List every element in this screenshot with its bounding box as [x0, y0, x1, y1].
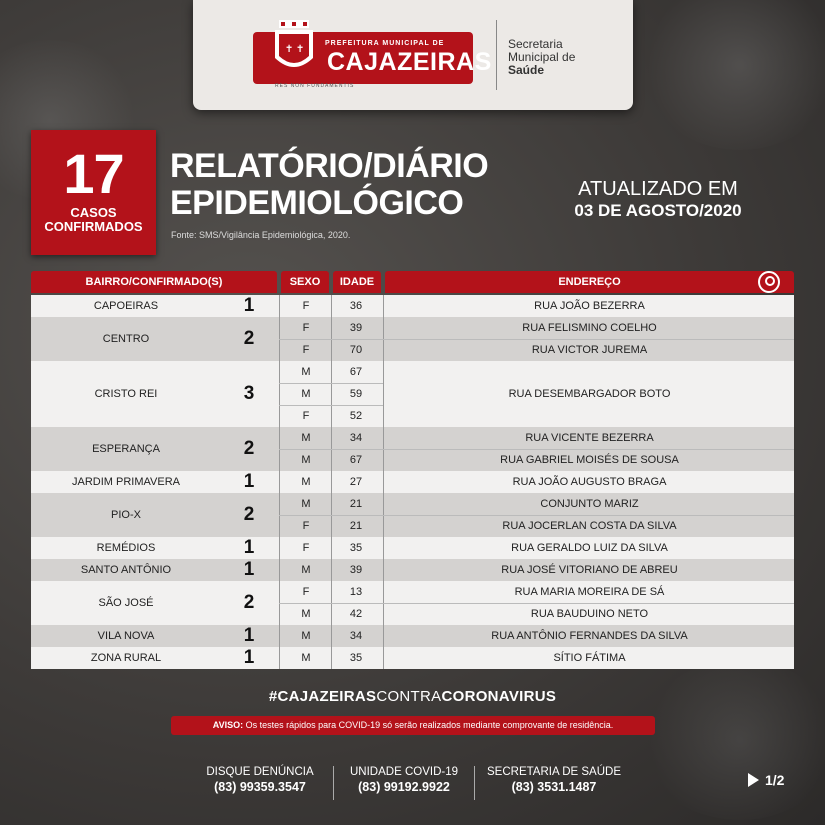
endereco-cell: RUA VICTOR JUREMA — [531, 344, 648, 356]
contact-label: SECRETARIA DE SAÚDE — [487, 766, 621, 778]
count-cell: 1 — [243, 295, 255, 316]
case-entry — [31, 647, 794, 669]
sexo-cell: F — [302, 322, 310, 334]
sexo-cell: F — [302, 300, 310, 312]
page-indicator[interactable] — [748, 772, 784, 788]
hashtag-part-2: CONTRA — [376, 688, 442, 705]
title-line-1: RELATÓRIO/DIÁRIO — [170, 147, 489, 185]
notice-label: AVISO: — [212, 720, 244, 730]
header-endereco — [385, 271, 794, 293]
svg-text:✝: ✝ — [296, 44, 305, 55]
update-date — [548, 178, 768, 222]
count-cell: 2 — [243, 328, 255, 349]
contact-phone: (83) 99359.3547 — [214, 780, 306, 794]
case-entry — [31, 471, 794, 493]
endereco-cell: RUA JOÃO BEZERRA — [534, 300, 645, 312]
sec-line-2: Municipal de — [508, 50, 576, 64]
sexo-cell: M — [301, 498, 311, 510]
location-pin-icon — [758, 271, 780, 293]
notice-text: Os testes rápidos para COVID-19 só serão realizados mediante comprovante de residência. — [243, 720, 614, 730]
endereco-cell: RUA VICENTE BEZERRA — [525, 432, 654, 444]
sexo-cell: F — [302, 586, 310, 598]
count-cell: 2 — [243, 592, 255, 613]
bairro-cell: VILA NOVA — [97, 630, 155, 642]
idade-cell: 67 — [349, 366, 363, 378]
header-divider — [496, 20, 497, 90]
title-line-2: EPIDEMIOLÓGICO — [170, 184, 464, 222]
endereco-cell: RUA GABRIEL MOISÉS DE SOUSA — [500, 454, 679, 466]
header-card — [193, 0, 633, 110]
case-entry — [31, 493, 794, 515]
case-count: 17 — [63, 142, 124, 205]
sexo-cell: M — [301, 564, 311, 576]
table-row — [31, 295, 794, 317]
case-count-box — [31, 130, 156, 255]
idade-cell: 13 — [349, 586, 363, 598]
secretaria-label — [508, 38, 575, 77]
idade-cell: 39 — [349, 322, 363, 334]
page-number: 1/2 — [765, 772, 785, 788]
sexo-cell: M — [301, 454, 311, 466]
case-count-label-2: CONFIRMADOS — [44, 219, 143, 234]
logo-motto: RES NON FUNDAMENTIS — [275, 83, 355, 89]
sexo-cell: F — [302, 520, 310, 532]
idade-cell: 27 — [349, 476, 363, 488]
case-entry — [31, 559, 794, 581]
footer-divider — [474, 766, 475, 800]
case-entry — [31, 625, 794, 647]
endereco-cell: RUA GERALDO LUIZ DA SILVA — [511, 542, 668, 554]
endereco-cell: RUA FELISMINO COELHO — [522, 322, 657, 334]
table-row — [31, 317, 794, 361]
bairro-cell: SÃO JOSÉ — [98, 597, 154, 609]
case-entry — [31, 515, 794, 537]
update-value: 03 DE AGOSTO/2020 — [574, 201, 742, 220]
cases-table — [31, 271, 794, 669]
hashtag-part-3: CORONAVIRUS — [441, 688, 557, 705]
row-divider — [279, 515, 794, 516]
bairro-cell: CAPOEIRAS — [93, 300, 159, 312]
bairro-cell: CRISTO REI — [94, 388, 158, 400]
bairro-cell: ESPERANÇA — [92, 443, 160, 455]
row-divider — [279, 405, 383, 406]
sec-line-1: Secretaria — [508, 37, 563, 51]
idade-cell: 34 — [349, 432, 363, 444]
row-divider — [279, 339, 794, 340]
idade-cell: 39 — [349, 564, 363, 576]
sexo-cell: M — [301, 608, 311, 620]
table-row — [31, 427, 794, 471]
header-endereco-label: ENDEREÇO — [558, 276, 621, 288]
report-title — [170, 148, 488, 222]
case-entry — [31, 295, 794, 317]
sexo-cell: F — [302, 542, 310, 554]
table-row — [31, 471, 794, 493]
count-cell: 2 — [243, 504, 255, 525]
idade-cell: 52 — [349, 410, 363, 422]
count-cell: 1 — [243, 471, 255, 492]
city-logo — [253, 32, 492, 84]
bairro-cell: REMÉDIOS — [96, 542, 156, 554]
sexo-cell: M — [301, 652, 311, 664]
sexo-cell: M — [301, 366, 311, 378]
count-cell: 2 — [243, 438, 255, 459]
table-row — [31, 559, 794, 581]
source-note: Fonte: SMS/Vigilância Epidemiológica, 2020. — [171, 230, 351, 240]
idade-cell: 36 — [349, 300, 363, 312]
endereco-cell: RUA MARIA MOREIRA DE SÁ — [514, 586, 665, 598]
case-entry — [31, 339, 794, 361]
bairro-cell: CENTRO — [102, 333, 150, 345]
virus-decoration — [640, 660, 825, 820]
update-label: ATUALIZADO EM — [578, 178, 738, 200]
contact-label: DISQUE DENÚNCIA — [206, 766, 314, 778]
virus-decoration — [640, 0, 825, 150]
idade-cell: 21 — [349, 520, 363, 532]
idade-cell: 34 — [349, 630, 363, 642]
table-row — [31, 647, 794, 669]
row-divider — [279, 603, 794, 604]
endereco-cell: CONJUNTO MARIZ — [540, 498, 639, 510]
idade-cell: 70 — [349, 344, 363, 356]
notice-banner — [171, 716, 655, 735]
sexo-cell: M — [301, 388, 311, 400]
case-entry — [31, 581, 794, 603]
endereco-cell: RUA JOCERLAN COSTA DA SILVA — [502, 520, 677, 532]
svg-text:✝: ✝ — [285, 44, 294, 55]
endereco-cell: SÍTIO FÁTIMA — [553, 652, 626, 664]
table-row — [31, 361, 794, 427]
case-count-label-1: CASOS — [70, 205, 117, 220]
idade-cell: 35 — [349, 542, 363, 554]
case-entry — [31, 537, 794, 559]
table-row — [31, 625, 794, 647]
case-entry — [31, 317, 794, 339]
row-divider — [279, 449, 794, 450]
count-cell: 1 — [243, 647, 255, 668]
table-header — [31, 271, 794, 295]
sexo-cell: M — [301, 432, 311, 444]
logo-title: CAJAZEIRAS — [327, 48, 492, 76]
header-idade: IDADE — [333, 271, 381, 293]
count-cell: 1 — [243, 625, 255, 646]
sexo-cell: F — [302, 344, 310, 356]
endereco-cell: RUA JOÃO AUGUSTO BRAGA — [512, 476, 667, 488]
case-entry — [31, 427, 794, 449]
row-divider — [279, 383, 383, 384]
table-row — [31, 537, 794, 559]
idade-cell: 67 — [349, 454, 363, 466]
contact-phone: (83) 99192.9922 — [358, 780, 450, 794]
endereco-cell: RUA BAUDUINO NETO — [530, 608, 649, 620]
header-bairro: BAIRRO/CONFIRMADO(S) — [31, 271, 277, 293]
crest-icon — [271, 18, 317, 78]
table-row — [31, 581, 794, 625]
footer-contact-2 — [336, 765, 472, 795]
sexo-cell: F — [302, 410, 310, 422]
table-body — [31, 295, 794, 669]
footer-contact-3 — [478, 765, 630, 795]
hashtag — [0, 688, 825, 705]
bairro-cell: JARDIM PRIMAVERA — [72, 476, 180, 488]
count-cell: 3 — [243, 383, 255, 404]
bairro-cell: ZONA RURAL — [90, 652, 162, 664]
footer-divider — [333, 766, 334, 800]
sec-line-3: Saúde — [508, 63, 545, 77]
table-row — [31, 493, 794, 537]
idade-cell: 59 — [349, 388, 363, 400]
bairro-cell: PIO-X — [111, 509, 141, 521]
bairro-cell: SANTO ANTÔNIO — [80, 564, 172, 576]
count-cell: 1 — [243, 537, 255, 558]
idade-cell: 35 — [349, 652, 363, 664]
footer-contact-1 — [190, 765, 330, 795]
case-entry — [31, 449, 794, 471]
contact-phone: (83) 3531.1487 — [511, 780, 597, 794]
play-icon — [748, 773, 759, 787]
endereco-cell: RUA DESEMBARGADOR BOTO — [508, 388, 671, 400]
endereco-cell: RUA JOSÉ VITORIANO DE ABREU — [501, 564, 678, 576]
contact-label: UNIDADE COVID-19 — [350, 766, 458, 778]
case-entry — [31, 603, 794, 625]
idade-cell: 42 — [349, 608, 363, 620]
header-sexo: SEXO — [281, 271, 329, 293]
logo-subtitle: PREFEITURA MUNICIPAL DE — [325, 40, 445, 47]
hashtag-part-1: #CAJAZEIRAS — [268, 688, 377, 705]
count-cell: 1 — [243, 559, 255, 580]
idade-cell: 21 — [349, 498, 363, 510]
sexo-cell: M — [301, 630, 311, 642]
sexo-cell: M — [301, 476, 311, 488]
endereco-cell: RUA ANTÔNIO FERNANDES DA SILVA — [491, 630, 688, 642]
